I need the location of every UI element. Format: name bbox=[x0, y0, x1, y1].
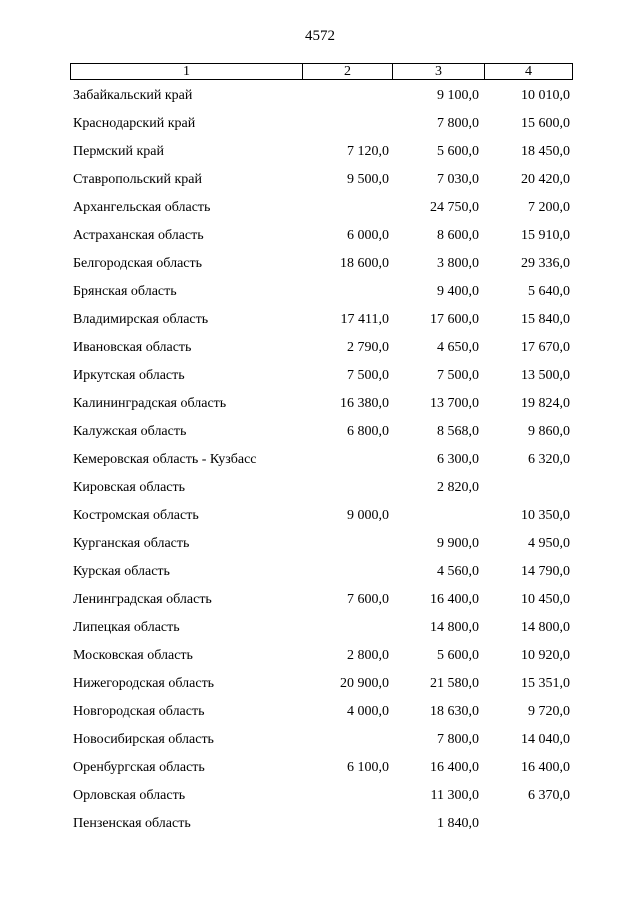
value-col-3: 24 750,0 bbox=[430, 200, 479, 215]
table-row bbox=[0, 142, 640, 170]
value-col-4: 6 320,0 bbox=[528, 452, 570, 467]
table-row bbox=[0, 702, 640, 730]
table-row bbox=[0, 366, 640, 394]
value-col-3: 8 600,0 bbox=[437, 228, 479, 243]
value-col-3: 14 800,0 bbox=[430, 620, 479, 635]
value-col-4: 15 351,0 bbox=[521, 676, 570, 691]
value-col-3: 18 630,0 bbox=[430, 704, 479, 719]
table-row bbox=[0, 338, 640, 366]
region-name: Курганская область bbox=[73, 536, 190, 551]
value-col-3: 21 580,0 bbox=[430, 676, 479, 691]
value-col-3: 5 600,0 bbox=[437, 144, 479, 159]
table-row bbox=[0, 562, 640, 590]
region-name: Ставропольский край bbox=[73, 172, 202, 187]
region-name: Костромская область bbox=[73, 508, 199, 523]
value-col-3: 4 560,0 bbox=[437, 564, 479, 579]
table-header bbox=[70, 63, 573, 80]
value-col-4: 15 600,0 bbox=[521, 116, 570, 131]
value-col-4: 10 350,0 bbox=[521, 508, 570, 523]
value-col-3: 8 568,0 bbox=[437, 424, 479, 439]
region-name: Калужская область bbox=[73, 424, 187, 439]
column-header-2: 2 bbox=[303, 64, 393, 79]
table-row bbox=[0, 254, 640, 282]
region-name: Брянская область bbox=[73, 284, 177, 299]
value-col-4: 4 950,0 bbox=[528, 536, 570, 551]
region-name: Московская область bbox=[73, 648, 193, 663]
region-name: Пермский край bbox=[73, 144, 164, 159]
region-name: Архангельская область bbox=[73, 200, 211, 215]
region-name: Иркутская область bbox=[73, 368, 185, 383]
value-col-3: 6 300,0 bbox=[437, 452, 479, 467]
value-col-3: 11 300,0 bbox=[430, 788, 479, 803]
value-col-3: 9 900,0 bbox=[437, 536, 479, 551]
value-col-4: 13 500,0 bbox=[521, 368, 570, 383]
table-row bbox=[0, 226, 640, 254]
table-row bbox=[0, 814, 640, 842]
value-col-3: 4 650,0 bbox=[437, 340, 479, 355]
value-col-2: 9 000,0 bbox=[347, 508, 389, 523]
value-col-3: 7 800,0 bbox=[437, 116, 479, 131]
value-col-3: 7 500,0 bbox=[437, 368, 479, 383]
value-col-4: 19 824,0 bbox=[521, 396, 570, 411]
value-col-4: 5 640,0 bbox=[528, 284, 570, 299]
value-col-4: 14 040,0 bbox=[521, 732, 570, 747]
value-col-4: 10 010,0 bbox=[521, 88, 570, 103]
value-col-2: 17 411,0 bbox=[340, 312, 389, 327]
value-col-3: 13 700,0 bbox=[430, 396, 479, 411]
region-name: Новгородская область bbox=[73, 704, 205, 719]
table-row bbox=[0, 114, 640, 142]
value-col-3: 2 820,0 bbox=[437, 480, 479, 495]
region-name: Кировская область bbox=[73, 480, 186, 495]
value-col-4: 6 370,0 bbox=[528, 788, 570, 803]
value-col-4: 15 840,0 bbox=[521, 312, 570, 327]
region-name: Нижегородская область bbox=[73, 676, 215, 691]
table-row bbox=[0, 730, 640, 758]
value-col-3: 16 400,0 bbox=[430, 760, 479, 775]
table-row bbox=[0, 534, 640, 562]
table-row bbox=[0, 394, 640, 422]
value-col-3: 17 600,0 bbox=[430, 312, 479, 327]
value-col-4: 18 450,0 bbox=[521, 144, 570, 159]
value-col-4: 20 420,0 bbox=[521, 172, 570, 187]
table-row bbox=[0, 590, 640, 618]
value-col-2: 4 000,0 bbox=[347, 704, 389, 719]
value-col-4: 14 790,0 bbox=[521, 564, 570, 579]
region-name: Краснодарский край bbox=[73, 116, 196, 131]
value-col-2: 2 800,0 bbox=[347, 648, 389, 663]
table-row bbox=[0, 86, 640, 114]
table-row bbox=[0, 282, 640, 310]
page-number: 4572 bbox=[305, 28, 335, 44]
value-col-4: 9 720,0 bbox=[528, 704, 570, 719]
value-col-4: 9 860,0 bbox=[528, 424, 570, 439]
region-name: Ивановская область bbox=[73, 340, 192, 355]
value-col-2: 20 900,0 bbox=[340, 676, 389, 691]
table-row bbox=[0, 646, 640, 674]
value-col-2: 7 120,0 bbox=[347, 144, 389, 159]
value-col-4: 14 800,0 bbox=[521, 620, 570, 635]
table-row bbox=[0, 450, 640, 478]
value-col-2: 2 790,0 bbox=[347, 340, 389, 355]
region-name: Пензенская область bbox=[73, 816, 191, 831]
value-col-3: 9 100,0 bbox=[437, 88, 479, 103]
value-col-4: 16 400,0 bbox=[521, 760, 570, 775]
value-col-3: 16 400,0 bbox=[430, 592, 479, 607]
region-name: Кемеровская область - Кузбасс bbox=[73, 452, 257, 467]
region-name: Калининградская область bbox=[73, 396, 227, 411]
value-col-2: 18 600,0 bbox=[340, 256, 389, 271]
value-col-2: 7 500,0 bbox=[347, 368, 389, 383]
column-header-4: 4 bbox=[525, 64, 532, 79]
value-col-3: 7 030,0 bbox=[437, 172, 479, 187]
region-name: Забайкальский край bbox=[73, 88, 193, 103]
value-col-4: 10 450,0 bbox=[521, 592, 570, 607]
value-col-2: 16 380,0 bbox=[340, 396, 389, 411]
value-col-4: 29 336,0 bbox=[521, 256, 570, 271]
table-row bbox=[0, 786, 640, 814]
table-row bbox=[0, 758, 640, 786]
region-name: Оренбургская область bbox=[73, 760, 205, 775]
value-col-2: 6 000,0 bbox=[347, 228, 389, 243]
region-name: Орловская область bbox=[73, 788, 186, 803]
value-col-2: 9 500,0 bbox=[347, 172, 389, 187]
value-col-2: 6 100,0 bbox=[347, 760, 389, 775]
table-row bbox=[0, 674, 640, 702]
table-body bbox=[0, 86, 640, 842]
value-col-4: 15 910,0 bbox=[521, 228, 570, 243]
value-col-3: 5 600,0 bbox=[437, 648, 479, 663]
value-col-4: 7 200,0 bbox=[528, 200, 570, 215]
value-col-4: 17 670,0 bbox=[521, 340, 570, 355]
value-col-2: 6 800,0 bbox=[347, 424, 389, 439]
table-row bbox=[0, 618, 640, 646]
region-name: Липецкая область bbox=[73, 620, 180, 635]
value-col-3: 9 400,0 bbox=[437, 284, 479, 299]
region-name: Курская область bbox=[73, 564, 170, 579]
table-row bbox=[0, 478, 640, 506]
table-row bbox=[0, 198, 640, 226]
value-col-4: 10 920,0 bbox=[521, 648, 570, 663]
value-col-2: 7 600,0 bbox=[347, 592, 389, 607]
value-col-3: 7 800,0 bbox=[437, 732, 479, 747]
value-col-3: 3 800,0 bbox=[437, 256, 479, 271]
column-header-1: 1 bbox=[71, 64, 303, 79]
table-row bbox=[0, 310, 640, 338]
table-row bbox=[0, 422, 640, 450]
region-name: Ленинградская область bbox=[73, 592, 212, 607]
region-name: Новосибирская область bbox=[73, 732, 214, 747]
column-header-3: 3 bbox=[393, 64, 485, 79]
region-name: Астраханская область bbox=[73, 228, 204, 243]
table-row bbox=[0, 506, 640, 534]
table-row bbox=[0, 170, 640, 198]
region-name: Владимирская область bbox=[73, 312, 209, 327]
region-name: Белгородская область bbox=[73, 256, 203, 271]
value-col-3: 1 840,0 bbox=[437, 816, 479, 831]
